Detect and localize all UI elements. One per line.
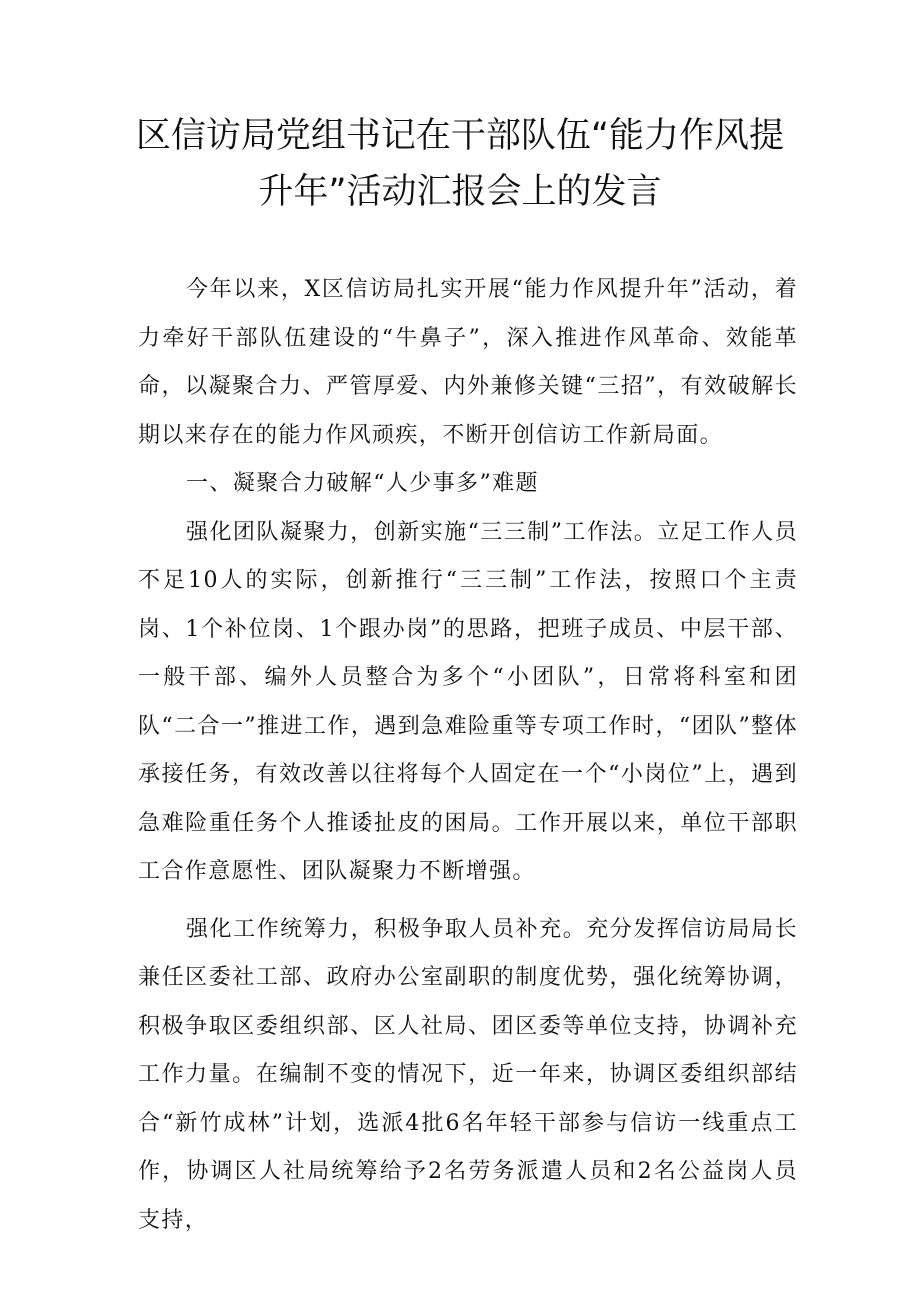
paragraph-coordination: 强化工作统筹力，积极争取人员补充。充分发挥信访局局长兼任区委社工部、政府办公室副职的制度优势，强化统筹协调，积极争取区委组织部、区人社局、团区委等单位支持，协调补充工作力量。在编制不变的情况下，近一年来，协调区委组织部结合“新竹成林”计划，选派4批6名年轻干部参与信访一线重点工作，协调区人社局统筹给予2名劳务派遣人员和2名公益岗人员支持， [138,916,798,1233]
section-heading-1: 一、凝聚合力破解“人少事多”难题 [186,471,539,496]
document-body [138,266,798,1245]
document-title [0,108,920,220]
title-line-2: 升年”活动汇报会上的发言 [258,172,662,212]
paragraph-intro: 今年以来，X区信访局扎实开展“能力作风提升年”活动，着力牵好干部队伍建设的“牛鼻子”，深入推进作风革命、效能革命，以凝聚合力、严管厚爱、内外兼修关键“三招”，有效破解长期以来存在的能力作风顽疾，不断开创信访工作新局面。 [138,277,798,448]
title-line-1: 区信访局党组书记在干部队伍“能力作风提 [135,116,785,156]
paragraph-teamwork: 强化团队凝聚力，创新实施“三三制”工作法。立足工作人员不足10人的实际，创新推行“三三制”工作法，按照口个主责岗、1个补位岗、1个跟办岗”的思路，把班子成员、中层干部、一般干部、编外人员整合为多个“小团队”，日常将科室和团队“二合一”推进工作，遇到急难险重等专项工作时，“团队”整体承接任务，有效改善以往将每个人固定在一个“小岗位”上，遇到急难险重任务个人推诿扯皮的困局。工作开展以来，单位干部职工合作意愿性、团队凝聚力不断增强。 [138,519,798,884]
